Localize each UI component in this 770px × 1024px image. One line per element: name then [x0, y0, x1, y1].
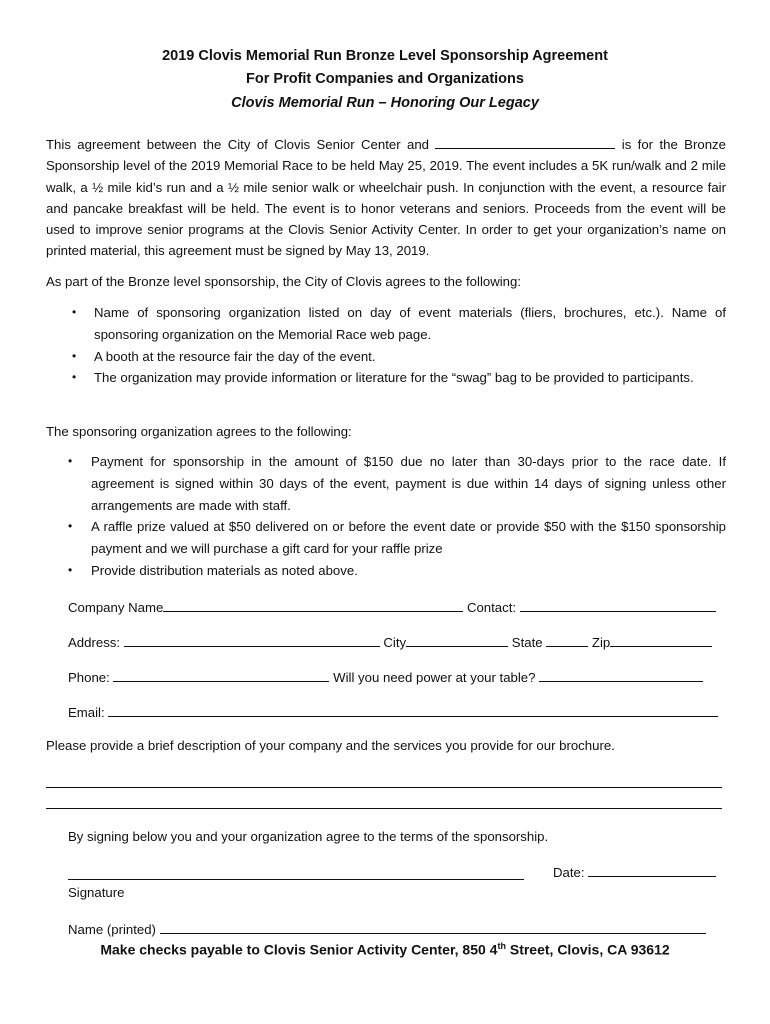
- company-label: Company Name: [68, 600, 164, 615]
- bullet-icon: •: [68, 454, 73, 468]
- city-field[interactable]: [406, 634, 508, 647]
- document-title: 2019 Clovis Memorial Run Bronze Level Sponsorship Agreement: [162, 48, 608, 64]
- date-label: Date:: [553, 865, 585, 880]
- footer-text-end: Street, Clovis, CA 93612: [505, 941, 670, 958]
- date-row: [553, 864, 716, 880]
- state-label: State: [511, 635, 543, 650]
- list-item-text: Provide distribution materials as noted above.: [91, 562, 358, 578]
- signing-statement: By signing below you and your organization agree to the terms of the sponsorship.: [68, 829, 549, 844]
- organization-name-field[interactable]: [435, 136, 615, 149]
- email-row: [68, 704, 718, 720]
- list-item: [46, 367, 726, 389]
- address-label: Address:: [68, 635, 121, 650]
- list-item: [46, 346, 726, 368]
- list-item: [46, 302, 726, 346]
- phone-label: Phone:: [68, 670, 110, 685]
- city-agrees-list: [46, 302, 726, 389]
- list-item: [46, 560, 726, 582]
- state-field[interactable]: [546, 634, 588, 647]
- bullet-icon: •: [72, 370, 77, 385]
- list-item-text: Payment for sponsorship in the amount of $150 due no later than 30-days prior to the race date. If agreement is signed within 30 days of the event, payment is due within 14 days of signing unless other arrangements are made with staff.: [91, 454, 726, 513]
- date-field[interactable]: [588, 864, 716, 877]
- document-subtitle: For Profit Companies and Organizations: [246, 71, 524, 87]
- intro-paragraph: [46, 134, 726, 262]
- bullet-icon: •: [72, 348, 77, 363]
- contact-field[interactable]: [520, 599, 716, 612]
- phone-row: [68, 669, 703, 685]
- intro-text-rest: is for the Bronze Sponsorship level of the 2019 Memorial Race to be held May 25, 2019. The event includes a 5K run/walk and 2 mile walk, a ½ mile kid’s run and a ½ mile senior walk or wheelchair push. In conjunction with the event, a resource fair and pancake breakfast will be held. The event is to honor veterans and seniors. Proceeds from the event will be used to improve senior programs at the Clovis Senior Activity Center. In order to get your organization’s name on printed material, this agreement must be signed by May 13, 2019.: [46, 137, 726, 259]
- bullet-icon: •: [68, 562, 73, 577]
- printed-name-label: Name (printed): [68, 922, 156, 937]
- email-label: Email:: [68, 705, 105, 720]
- company-row: [68, 599, 716, 615]
- list-item: [46, 451, 726, 516]
- signature-field[interactable]: [68, 879, 524, 880]
- list-item-text: The organization may provide information or literature for the “swag” bag to be provided to participants.: [94, 370, 694, 386]
- sponsor-agrees-list: [46, 451, 726, 582]
- bullet-icon: •: [68, 519, 73, 534]
- list-item-text: A booth at the resource fair the day of the event.: [94, 348, 376, 364]
- contact-label: Contact:: [466, 600, 517, 615]
- power-question-label: Will you need power at your table?: [333, 670, 536, 685]
- description-prompt: Please provide a brief description of your company and the services you provide for our brochure.: [46, 738, 615, 753]
- footer-text-start: Make checks payable to Clovis Senior Activity Center, 850 4: [100, 941, 498, 958]
- list-item-text: A raffle prize valued at $50 delivered on or before the event date or provide $50 with the $150 sponsorship payment and we will purchase a gift card for your raffle prize: [91, 519, 726, 557]
- email-field[interactable]: [108, 704, 718, 717]
- zip-field[interactable]: [610, 634, 712, 647]
- sponsor-agrees-heading: The sponsoring organization agrees to the following:: [46, 424, 352, 439]
- printed-name-field[interactable]: [160, 921, 706, 934]
- power-answer-field[interactable]: [539, 669, 703, 682]
- document-tagline: Clovis Memorial Run – Honoring Our Legacy: [231, 95, 539, 111]
- description-line-1[interactable]: [46, 787, 722, 788]
- printed-name-row: [68, 921, 706, 937]
- payment-instructions: [0, 941, 770, 958]
- city-agrees-heading: As part of the Bronze level sponsorship, the City of Clovis agrees to the following:: [46, 274, 521, 289]
- list-item-text: Name of sponsoring organization listed on day of event materials (fliers, brochures, etc.). Name of sponsoring organization on the Memorial Race web page.: [94, 305, 726, 342]
- intro-text-start: This agreement between the City of Clovis Senior Center and: [46, 137, 429, 152]
- address-row: [68, 634, 712, 650]
- address-field[interactable]: [124, 634, 380, 647]
- list-item: [46, 516, 726, 560]
- description-line-2[interactable]: [46, 808, 722, 809]
- footer-superscript: th: [497, 941, 506, 951]
- signature-label: Signature: [68, 885, 125, 900]
- zip-label: Zip: [591, 635, 611, 650]
- company-name-field[interactable]: [163, 599, 463, 612]
- phone-field[interactable]: [113, 669, 329, 682]
- bullet-icon: •: [72, 305, 77, 319]
- city-label: City: [383, 635, 407, 650]
